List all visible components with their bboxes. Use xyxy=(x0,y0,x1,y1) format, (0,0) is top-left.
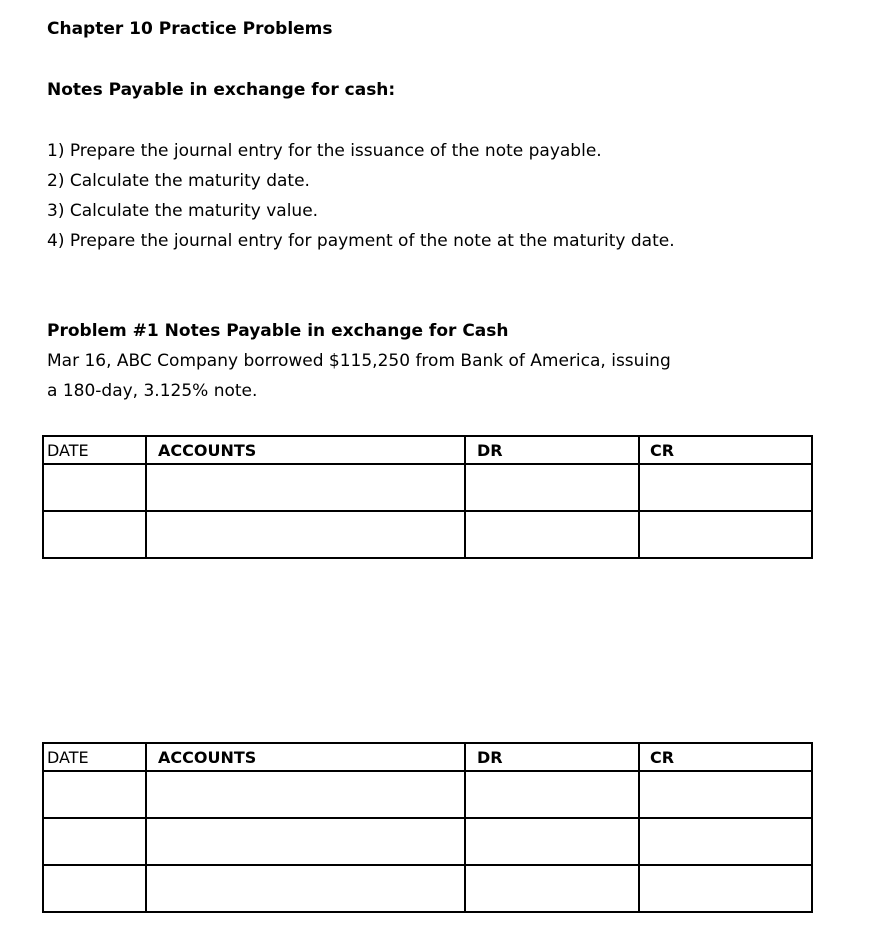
cr-cell[interactable] xyxy=(639,771,812,818)
dr-cell[interactable] xyxy=(465,511,639,558)
cr-cell[interactable] xyxy=(639,818,812,865)
instruction-1: 1) Prepare the journal entry for the issuance of the note payable. xyxy=(47,141,602,161)
table-row xyxy=(43,511,812,558)
accounts-cell[interactable] xyxy=(146,771,465,818)
cr-cell[interactable] xyxy=(639,865,812,912)
table-row xyxy=(43,865,812,912)
table-row xyxy=(43,771,812,818)
accounts-cell[interactable] xyxy=(146,818,465,865)
cr-column-header: CR xyxy=(639,743,812,771)
date-column-header: DATE xyxy=(43,436,146,464)
date-column-header: DATE xyxy=(43,743,146,771)
dr-cell[interactable] xyxy=(465,771,639,818)
table-row xyxy=(43,464,812,511)
accounts-column-header: ACCOUNTS xyxy=(146,436,465,464)
accounts-column-header: ACCOUNTS xyxy=(146,743,465,771)
accounts-cell[interactable] xyxy=(146,865,465,912)
journal-table-1 xyxy=(42,435,813,559)
journal-table-2 xyxy=(42,742,813,913)
instruction-3: 3) Calculate the maturity value. xyxy=(47,201,319,221)
page-title: Chapter 10 Practice Problems xyxy=(47,19,333,39)
date-cell[interactable] xyxy=(43,771,146,818)
problem-text-line-1: Mar 16, ABC Company borrowed $115,250 from Bank of America, issuing xyxy=(47,351,671,371)
date-cell[interactable] xyxy=(43,818,146,865)
date-cell[interactable] xyxy=(43,464,146,511)
table-row xyxy=(43,818,812,865)
problem-text-line-2: a 180-day, 3.125% note. xyxy=(47,381,258,401)
instruction-2: 2) Calculate the maturity date. xyxy=(47,171,310,191)
accounts-cell[interactable] xyxy=(146,511,465,558)
table-header-row xyxy=(43,743,812,771)
problem-title: Problem #1 Notes Payable in exchange for Cash xyxy=(47,321,509,341)
accounts-cell[interactable] xyxy=(146,464,465,511)
dr-cell[interactable] xyxy=(465,818,639,865)
section-subtitle: Notes Payable in exchange for cash: xyxy=(47,80,396,100)
date-cell[interactable] xyxy=(43,865,146,912)
date-cell[interactable] xyxy=(43,511,146,558)
dr-cell[interactable] xyxy=(465,464,639,511)
table-header-row xyxy=(43,436,812,464)
instruction-4: 4) Prepare the journal entry for payment of the note at the maturity date. xyxy=(47,231,675,251)
dr-cell[interactable] xyxy=(465,865,639,912)
cr-cell[interactable] xyxy=(639,511,812,558)
cr-cell[interactable] xyxy=(639,464,812,511)
cr-column-header: CR xyxy=(639,436,812,464)
dr-column-header: DR xyxy=(465,436,639,464)
dr-column-header: DR xyxy=(465,743,639,771)
